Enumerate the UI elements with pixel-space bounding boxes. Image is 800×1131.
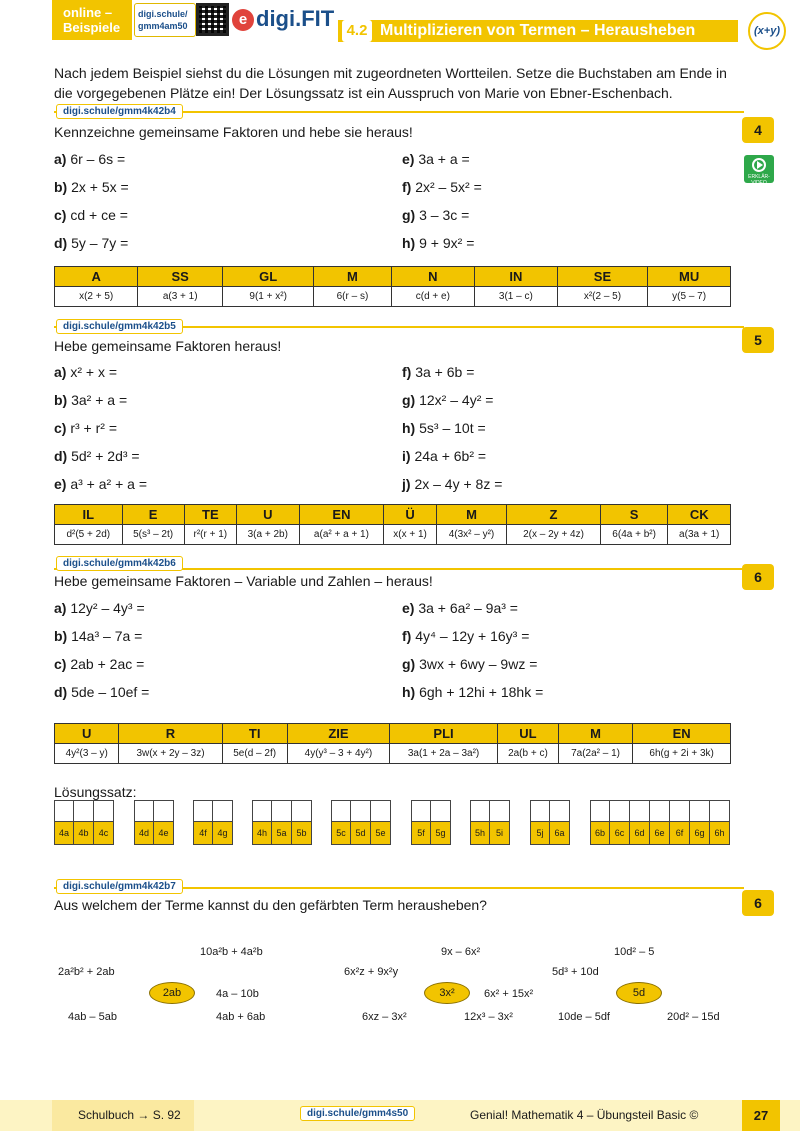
exercise-item: i) 24a + 6b² = [402,448,487,464]
exercise-item: f) 3a + 6b = [402,364,475,380]
solution-letter-slot[interactable] [134,800,154,845]
solution-letter-slot[interactable] [670,800,690,845]
term: 10de – 5df [558,1011,610,1023]
table-value-cell: a(3 + 1) [138,287,223,307]
exercise-item: a) x² + x = [54,364,118,380]
exercise-item: h) 6gh + 12hi + 18hk = [402,684,544,700]
letter-input-box[interactable] [272,801,291,822]
table-value-cell: 6h(g + 2i + 3k) [633,744,731,764]
table-value-cell: 4(3x² – y²) [436,525,506,545]
highlighted-term: 2ab [149,982,195,1004]
letter-input-box[interactable] [154,801,173,822]
slot-code: 5g [431,822,450,844]
exercise-item: d) 5de – 10ef = [54,684,150,700]
term: 10d² – 5 [614,946,655,958]
letter-input-box[interactable] [292,801,311,822]
table-header-cell: EN [299,505,384,525]
table-header-cell: GL [223,267,314,287]
term: 6x²z + 9x²y [344,966,399,978]
letter-input-box[interactable] [650,801,669,822]
intro-text: Nach jedem Beispiel siehst du die Lösungen mit zugeordneten Wortteilen. Setze die Buchstaben am Ende in die vorgegebenen Plätze ein! Der Lösungssatz ist ein Ausspruch von Marie von Ebner-Eschenbach. [54,65,727,101]
exercise-item: e) 3a + 6a² – 9a³ = [402,600,518,616]
letter-input-box[interactable] [332,801,350,822]
exercise-item: f) 4y⁴ – 12y + 16y³ = [402,628,530,644]
letter-input-box[interactable] [412,801,430,822]
solution-word-group [530,800,570,845]
task-text-4: Kennzeichne gemeinsame Faktoren und hebe sie heraus! [54,124,413,140]
exercise-item: a) 6r – 6s = [54,151,126,167]
table-header-cell: N [391,267,474,287]
solution-letter-slot[interactable] [94,800,114,845]
letter-input-box[interactable] [610,801,629,822]
solution-table-4 [54,266,731,307]
slot-code: 6d [630,822,649,844]
solution-letter-slot[interactable] [411,800,431,845]
solution-letter-slot[interactable] [630,800,650,845]
solution-letter-slot[interactable] [371,800,391,845]
slot-code: 5j [531,822,549,844]
slot-code: 5h [471,822,489,844]
exercise-item: g) 12x² – 4y² = [402,392,494,408]
difficulty-badge-7: 6 [742,890,774,916]
exercise-item: g) 3wx + 6wy – 9wz = [402,656,538,672]
table-header-cell: ZIE [287,724,389,744]
table-header-cell: TE [184,505,236,525]
table-header-cell: M [436,505,506,525]
section-link-5[interactable]: digi.schule/gmm4k42b5 [56,319,183,334]
term: 6xz – 3x² [362,1011,407,1023]
digifit-e-icon: e [232,9,254,31]
solution-letter-slot[interactable] [331,800,351,845]
exercise-item: j) 2x – 4y + 8z = [402,476,503,492]
letter-input-box[interactable] [531,801,549,822]
table-value-cell: y(5 – 7) [648,287,731,307]
solution-letter-slot[interactable] [252,800,272,845]
solution-table-5 [54,504,731,545]
letter-input-box[interactable] [55,801,73,822]
exercise-item: d) 5y – 7y = [54,235,129,251]
solution-letter-slot[interactable] [470,800,490,845]
slot-code: 4f [194,822,212,844]
solution-letter-slot[interactable] [292,800,312,845]
online-examples-label [52,0,132,40]
exercise-item: c) cd + ce = [54,207,128,223]
letter-input-box[interactable] [591,801,609,822]
footer-link[interactable]: digi.schule/gmm4s50 [300,1106,415,1121]
letter-input-box[interactable] [74,801,93,822]
table-value-cell: d²(5 + 2d) [55,525,123,545]
slot-code: 6e [650,822,669,844]
exercise-item: c) 2ab + 2ac = [54,656,145,672]
slot-code: 5e [371,822,390,844]
play-icon [752,158,766,172]
slot-code: 4b [74,822,93,844]
solution-sentence-label: Lösungssatz: [54,784,137,800]
slot-code: 6h [710,822,729,844]
digifit-logo[interactable] [232,6,334,32]
table-value-cell: 6(r – s) [314,287,391,307]
table-value-cell: 3w(x + 2y – 3z) [119,744,222,764]
digifit-text: digi.FIT [256,6,335,31]
letter-input-box[interactable] [550,801,569,822]
slot-code: 5d [351,822,370,844]
solution-letter-slot[interactable] [490,800,510,845]
letter-input-box[interactable] [94,801,113,822]
table-value-cell: r²(r + 1) [184,525,236,545]
table-header-cell: E [122,505,184,525]
qr-code-icon[interactable] [196,3,229,36]
table-header-cell: S [600,505,668,525]
table-header-cell: UL [498,724,559,744]
table-value-cell: 9(1 + x²) [223,287,314,307]
slot-code: 6c [610,822,629,844]
slot-code: 4e [154,822,173,844]
term: 4ab + 6ab [216,1011,266,1023]
letter-input-box[interactable] [490,801,509,822]
letter-input-box[interactable] [194,801,212,822]
solution-letter-slot[interactable] [272,800,292,845]
solution-table-6 [54,723,731,764]
exercise-item: h) 5s³ – 10t = [402,420,486,436]
table-header-cell: M [558,724,632,744]
table-header-cell: Ü [384,505,436,525]
link-line2: gmm4am50 [138,21,188,31]
schoolbook-reference: Schulbuch → S. 92 [52,1100,194,1131]
table-value-cell: c(d + e) [391,287,474,307]
solution-letter-slot[interactable] [590,800,610,845]
exercise-item: d) 5d² + 2d³ = [54,448,140,464]
exercise-item: b) 2x + 5x = [54,179,129,195]
table-header-cell: IL [55,505,123,525]
section-link-6[interactable]: digi.schule/gmm4k42b6 [56,556,183,571]
task-text-6: Hebe gemeinsame Faktoren – Variable und Zahlen – heraus! [54,573,433,589]
table-header-cell: U [237,505,300,525]
letter-input-box[interactable] [690,801,709,822]
solution-word-group [331,800,391,845]
solution-word-group [134,800,174,845]
slot-code: 5c [332,822,350,844]
slot-code: 4c [94,822,113,844]
letter-input-box[interactable] [471,801,489,822]
slot-code: 5i [490,822,509,844]
video-play-icon[interactable] [744,155,774,186]
section-title: Multiplizieren von Termen – Herausheben [380,22,696,39]
section-link-4[interactable]: digi.schule/gmm4k42b4 [56,104,183,119]
term: 4ab – 5ab [68,1011,117,1023]
page-number: 27 [742,1100,780,1131]
table-value-cell: 2a(b + c) [498,744,559,764]
solution-word-group [411,800,451,845]
table-header-cell: M [314,267,391,287]
table-header-cell: SS [138,267,223,287]
slot-code: 4a [55,822,73,844]
solution-word-group [252,800,312,845]
exercise-item: c) r³ + r² = [54,420,118,436]
term: 4a – 10b [216,988,259,1000]
solution-letter-slot[interactable] [610,800,630,845]
slot-code: 4g [213,822,232,844]
letter-input-box[interactable] [710,801,729,822]
exercise-item: a) 12y² – 4y³ = [54,600,145,616]
table-value-cell: 7a(2a² – 1) [558,744,632,764]
video-label: ERKLÄR-VIDEO [748,174,770,186]
letter-input-box[interactable] [253,801,271,822]
solution-letter-slot[interactable] [650,800,670,845]
term: 2a²b² + 2ab [58,966,115,978]
term: 20d² – 15d [667,1011,720,1023]
online-examples-link[interactable] [134,3,196,37]
difficulty-badge-6: 6 [742,564,774,590]
letter-input-box[interactable] [630,801,649,822]
table-header-cell: CK [668,505,731,525]
solution-letter-slot[interactable] [530,800,550,845]
table-header-cell: TI [222,724,287,744]
table-header-cell: A [55,267,138,287]
solution-word-group [193,800,233,845]
term: 5d³ + 10d [552,966,599,978]
section-link-7[interactable]: digi.schule/gmm4k42b7 [56,879,183,894]
letter-input-box[interactable] [135,801,153,822]
term: 10a²b + 4a²b [200,946,263,958]
term: 6x² + 15x² [484,988,534,1000]
slot-code: 4d [135,822,153,844]
online-label-line1: online – [63,5,113,20]
solution-letter-slot[interactable] [351,800,371,845]
table-value-cell: 4y²(3 – y) [55,744,119,764]
solution-letter-slot[interactable] [213,800,233,845]
slot-code: 6f [670,822,689,844]
solution-letter-slot[interactable] [54,800,74,845]
table-value-cell: x²(2 – 5) [557,287,648,307]
term: 9x – 6x² [441,946,481,958]
letter-input-box[interactable] [431,801,450,822]
table-value-cell: 3(a + 2b) [237,525,300,545]
solution-letter-slot[interactable] [193,800,213,845]
table-value-cell: 5(s³ – 2t) [122,525,184,545]
table-value-cell: 5e(d – 2f) [222,744,287,764]
topic-badge-icon: (x+y) [748,12,786,50]
solution-letter-slot[interactable] [710,800,730,845]
slot-code: 4h [253,822,271,844]
solution-letter-slot[interactable] [431,800,451,845]
exercise-item: b) 14a³ – 7a = [54,628,143,644]
difficulty-badge-4: 4 [742,117,774,143]
table-value-cell: x(2 + 5) [55,287,138,307]
solution-word-group [470,800,510,845]
exercise-item: b) 3a² + a = [54,392,128,408]
task-text-7: Aus welchem der Terme kannst du den gefärbten Term herausheben? [54,897,487,913]
table-value-cell: 6(4a + b²) [600,525,668,545]
difficulty-badge-5: 5 [742,327,774,353]
solution-letter-slot[interactable] [154,800,174,845]
highlighted-term: 3x² [424,982,470,1004]
letter-input-box[interactable] [213,801,232,822]
slot-code: 5b [292,822,311,844]
slot-code: 6b [591,822,609,844]
table-value-cell: 2(x – 2y + 4z) [507,525,601,545]
slot-code: 6a [550,822,569,844]
table-value-cell: x(x + 1) [384,525,436,545]
term: 12x³ – 3x² [464,1011,513,1023]
table-header-cell: SE [557,267,648,287]
exercise-item: f) 2x² – 5x² = [402,179,482,195]
solution-letter-slot[interactable] [550,800,570,845]
exercise-item: e) 3a + a = [402,151,470,167]
table-header-cell: Z [507,505,601,525]
table-header-cell: MU [648,267,731,287]
table-value-cell: a(3a + 1) [668,525,731,545]
book-title: Genial! Mathematik 4 – Übungsteil Basic © [470,1108,699,1122]
link-line1: digi.schule/ [138,9,188,19]
task-text-5: Hebe gemeinsame Faktoren heraus! [54,338,282,354]
table-value-cell: 3(1 – c) [475,287,558,307]
table-value-cell: 4y(y³ – 3 + 4y²) [287,744,389,764]
solution-letter-slot[interactable] [74,800,94,845]
table-header-cell: IN [475,267,558,287]
table-value-cell: a(a² + a + 1) [299,525,384,545]
letter-input-box[interactable] [351,801,370,822]
slot-code: 5a [272,822,291,844]
solution-word-group [590,800,730,845]
solution-letter-slot[interactable] [690,800,710,845]
exercise-item: g) 3 – 3c = [402,207,470,223]
slot-code: 5f [412,822,430,844]
letter-input-box[interactable] [670,801,689,822]
exercise-item: h) 9 + 9x² = [402,235,475,251]
solution-word-group [54,800,114,845]
table-header-cell: U [55,724,119,744]
exercise-item: e) a³ + a² + a = [54,476,148,492]
highlighted-term: 5d [616,982,662,1004]
slot-code: 6g [690,822,709,844]
table-value-cell: 3a(1 + 2a – 3a²) [390,744,498,764]
online-label-line2: Beispiele [63,20,121,35]
table-header-cell: R [119,724,222,744]
table-header-cell: PLI [390,724,498,744]
table-header-cell: EN [633,724,731,744]
letter-input-box[interactable] [371,801,390,822]
section-number: 4.2 [342,20,372,42]
